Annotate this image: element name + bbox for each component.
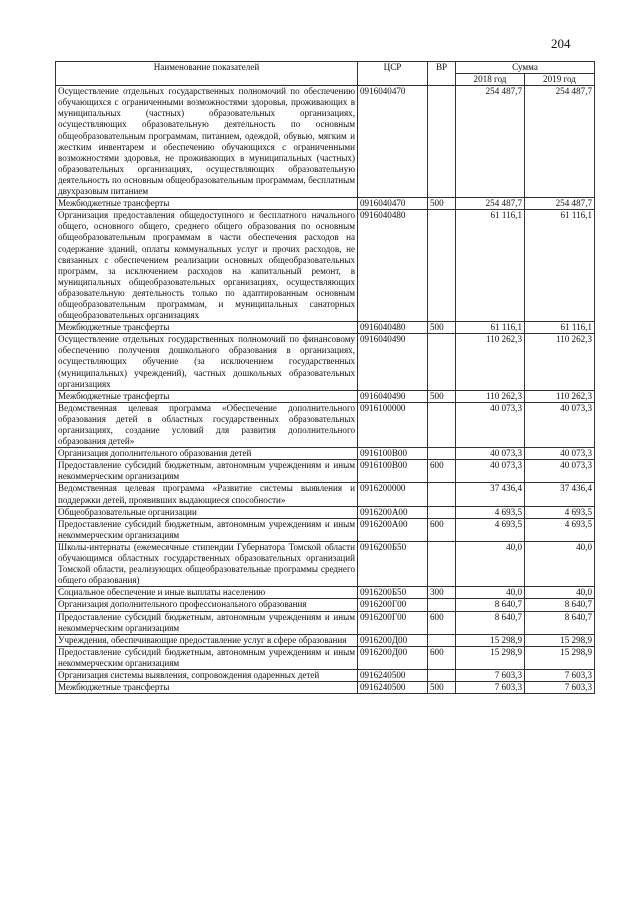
row-name-cell: Осуществление отдельных государственных полномочий по финансовому обеспечению получения дошкольного образования в организациях, осуществляющих обучение (за исключением государственных (муниципальных) учреждений), частных дошкольных образовательных организациях [56, 334, 358, 390]
table-row [56, 682, 595, 694]
row-sum-2019-cell: 40,0 [525, 587, 595, 599]
row-vr-cell [428, 506, 456, 518]
row-sum-2019-cell: 110 262,3 [525, 334, 595, 390]
row-csr-cell: 0916040490 [358, 334, 428, 390]
row-sum-2018-cell: 37 436,4 [456, 483, 525, 506]
row-sum-2019-cell: 61 116,1 [525, 210, 595, 322]
row-vr-cell [428, 541, 456, 586]
row-sum-2019-cell: 40 073,3 [525, 460, 595, 483]
row-sum-2018-cell: 8 640,7 [456, 599, 525, 611]
budget-table [55, 61, 595, 694]
row-csr-cell: 0916200Д00 [358, 646, 428, 669]
row-csr-cell: 0916200Б50 [358, 541, 428, 586]
row-sum-2019-cell: 40,0 [525, 541, 595, 586]
row-sum-2018-cell: 15 298,9 [456, 634, 525, 646]
header-year-2018: 2018 год [456, 74, 525, 86]
row-name-cell: Организация дополнительного профессионального образования [56, 599, 358, 611]
row-sum-2019-cell: 61 116,1 [525, 322, 595, 334]
row-name-cell: Общеобразовательные организации [56, 506, 358, 518]
row-name-cell: Межбюджетные трансферты [56, 198, 358, 210]
row-name-cell: Предоставление субсидий бюджетным, автономным учреждениям и иным некоммерческим организациям [56, 611, 358, 634]
row-name-cell: Предоставление субсидий бюджетным, автономным учреждениям и иным некоммерческим организациям [56, 646, 358, 669]
row-name-cell: Организация дополнительного образования детей [56, 448, 358, 460]
header-vr: ВР [428, 62, 456, 86]
row-sum-2018-cell: 4 693,5 [456, 506, 525, 518]
table-row [56, 646, 595, 669]
row-vr-cell [428, 599, 456, 611]
row-vr-cell [428, 634, 456, 646]
row-name-cell: Ведомственная целевая программа «Обеспечение дополнительного образования детей в областных государственных образовательных организациях, создание условий для развития дополнительного образования детей» [56, 402, 358, 447]
table-row [56, 541, 595, 586]
row-csr-cell: 0916040480 [358, 322, 428, 334]
row-sum-2019-cell: 40 073,3 [525, 402, 595, 447]
table-row [56, 599, 595, 611]
row-name-cell: Предоставление субсидий бюджетным, автономным учреждениям и иным некоммерческим организациям [56, 460, 358, 483]
row-vr-cell [428, 483, 456, 506]
table-row [56, 634, 595, 646]
row-csr-cell: 0916200Д00 [358, 634, 428, 646]
row-vr-cell [428, 669, 456, 681]
row-vr-cell: 600 [428, 460, 456, 483]
row-sum-2018-cell: 7 603,3 [456, 669, 525, 681]
row-sum-2018-cell: 61 116,1 [456, 322, 525, 334]
row-vr-cell [428, 210, 456, 322]
table-row [56, 460, 595, 483]
row-csr-cell: 0916200А00 [358, 506, 428, 518]
table-row [56, 198, 595, 210]
row-csr-cell: 0916100000 [358, 402, 428, 447]
row-sum-2018-cell: 40,0 [456, 587, 525, 599]
row-csr-cell: 0916200Г00 [358, 599, 428, 611]
row-sum-2018-cell: 7 603,3 [456, 682, 525, 694]
row-vr-cell: 600 [428, 646, 456, 669]
row-sum-2018-cell: 61 116,1 [456, 210, 525, 322]
header-sum: Сумма [456, 62, 595, 74]
row-sum-2019-cell: 40 073,3 [525, 448, 595, 460]
row-sum-2019-cell: 4 693,5 [525, 506, 595, 518]
row-sum-2019-cell: 15 298,9 [525, 646, 595, 669]
table-row [56, 86, 595, 198]
row-csr-cell: 0916200А00 [358, 518, 428, 541]
table-row [56, 669, 595, 681]
row-sum-2018-cell: 254 487,7 [456, 86, 525, 198]
row-name-cell: Предоставление субсидий бюджетным, автономным учреждениям и иным некоммерческим организациям [56, 518, 358, 541]
row-csr-cell: 0916100В00 [358, 448, 428, 460]
row-csr-cell: 0916040490 [358, 390, 428, 402]
row-name-cell: Школы-интернаты (ежемесячные стипендии Губернатора Томской области обучающимся областных государственных образовательных организаций Томской области, реализующих общеобразовательные программы среднего общего образования) [56, 541, 358, 586]
row-csr-cell: 0916100В00 [358, 460, 428, 483]
table-row [56, 506, 595, 518]
row-vr-cell [428, 448, 456, 460]
row-sum-2019-cell: 4 693,5 [525, 518, 595, 541]
table-row [56, 483, 595, 506]
table-row [56, 611, 595, 634]
table-row [56, 402, 595, 447]
row-sum-2018-cell: 40 073,3 [456, 402, 525, 447]
table-row [56, 448, 595, 460]
row-sum-2019-cell: 110 262,3 [525, 390, 595, 402]
row-vr-cell: 600 [428, 518, 456, 541]
table-row [56, 390, 595, 402]
header-year-2019: 2019 год [525, 74, 595, 86]
row-csr-cell: 0916200000 [358, 483, 428, 506]
row-vr-cell [428, 402, 456, 447]
row-sum-2018-cell: 40 073,3 [456, 460, 525, 483]
row-vr-cell: 500 [428, 390, 456, 402]
row-name-cell: Межбюджетные трансферты [56, 682, 358, 694]
table-row [56, 518, 595, 541]
row-sum-2018-cell: 110 262,3 [456, 334, 525, 390]
page-number: 204 [551, 36, 571, 51]
row-sum-2018-cell: 110 262,3 [456, 390, 525, 402]
row-name-cell: Социальное обеспечение и иные выплаты населению [56, 587, 358, 599]
row-vr-cell: 500 [428, 682, 456, 694]
row-sum-2019-cell: 7 603,3 [525, 682, 595, 694]
row-name-cell: Межбюджетные трансферты [56, 390, 358, 402]
row-sum-2018-cell: 8 640,7 [456, 611, 525, 634]
row-csr-cell: 0916040480 [358, 210, 428, 322]
table-row [56, 334, 595, 390]
table-body [56, 86, 595, 694]
row-csr-cell: 0916240500 [358, 682, 428, 694]
table-row [56, 210, 595, 322]
row-name-cell: Межбюджетные трансферты [56, 322, 358, 334]
row-sum-2019-cell: 254 487,7 [525, 198, 595, 210]
row-sum-2018-cell: 40 073,3 [456, 448, 525, 460]
row-name-cell: Организация системы выявления, сопровождения одаренных детей [56, 669, 358, 681]
row-vr-cell [428, 334, 456, 390]
header-name: Наименование показателей [56, 62, 358, 86]
row-csr-cell: 0916040470 [358, 86, 428, 198]
row-sum-2019-cell: 8 640,7 [525, 611, 595, 634]
row-sum-2018-cell: 40,0 [456, 541, 525, 586]
row-sum-2018-cell: 15 298,9 [456, 646, 525, 669]
row-vr-cell: 500 [428, 198, 456, 210]
table-row [56, 587, 595, 599]
row-name-cell: Ведомственная целевая программа «Развитие системы выявления и поддержки детей, проявивших выдающиеся способности» [56, 483, 358, 506]
row-vr-cell: 500 [428, 322, 456, 334]
row-name-cell: Осуществление отдельных государственных полномочий по обеспечению обучающихся с ограниченными возможностями здоровья, проживающих в муниципальных (частных) образовательных организациях, осуществляющих образовательную деятельность по основным общеобразовательным программам, питанием, одеждой, обувью, мягким и жестким инвентарем и обеспечению обучающихся с ограниченными возможностями здоровья, не проживающих в муниципальных (частных) образовательных организациях, осуществляющих образовательную деятельность по основным общеобразовательным программам, бесплатным двухразовым питанием [56, 86, 358, 198]
row-sum-2019-cell: 15 298,9 [525, 634, 595, 646]
row-csr-cell: 0916200Б50 [358, 587, 428, 599]
row-sum-2019-cell: 37 436,4 [525, 483, 595, 506]
row-vr-cell [428, 86, 456, 198]
row-sum-2018-cell: 4 693,5 [456, 518, 525, 541]
row-csr-cell: 0916200Г00 [358, 611, 428, 634]
header-csr: ЦСР [358, 62, 428, 86]
row-vr-cell: 600 [428, 611, 456, 634]
row-csr-cell: 0916040470 [358, 198, 428, 210]
row-name-cell: Учреждения, обеспечивающие предоставление услуг в сфере образования [56, 634, 358, 646]
row-sum-2019-cell: 7 603,3 [525, 669, 595, 681]
row-sum-2018-cell: 254 487,7 [456, 198, 525, 210]
row-vr-cell: 300 [428, 587, 456, 599]
row-name-cell: Организация предоставления общедоступного и бесплатного начального общего, основного общего, среднего общего образования по основным общеобразовательным программам в части обеспечения расходов на содержание зданий, оплаты коммунальных услуг и прочих расходов, не связанных с обеспечением реализации основных общеобразовательных программ, за исключением расходов на капитальный ремонт, в муниципальных общеобразовательных организациях, осуществляющих образовательную деятельность только по адаптированным основным общеобразовательным программам, и муниципальных санаторных общеобразовательных организациях [56, 210, 358, 322]
row-sum-2019-cell: 254 487,7 [525, 86, 595, 198]
row-csr-cell: 0916240500 [358, 669, 428, 681]
table-row [56, 322, 595, 334]
row-sum-2019-cell: 8 640,7 [525, 599, 595, 611]
